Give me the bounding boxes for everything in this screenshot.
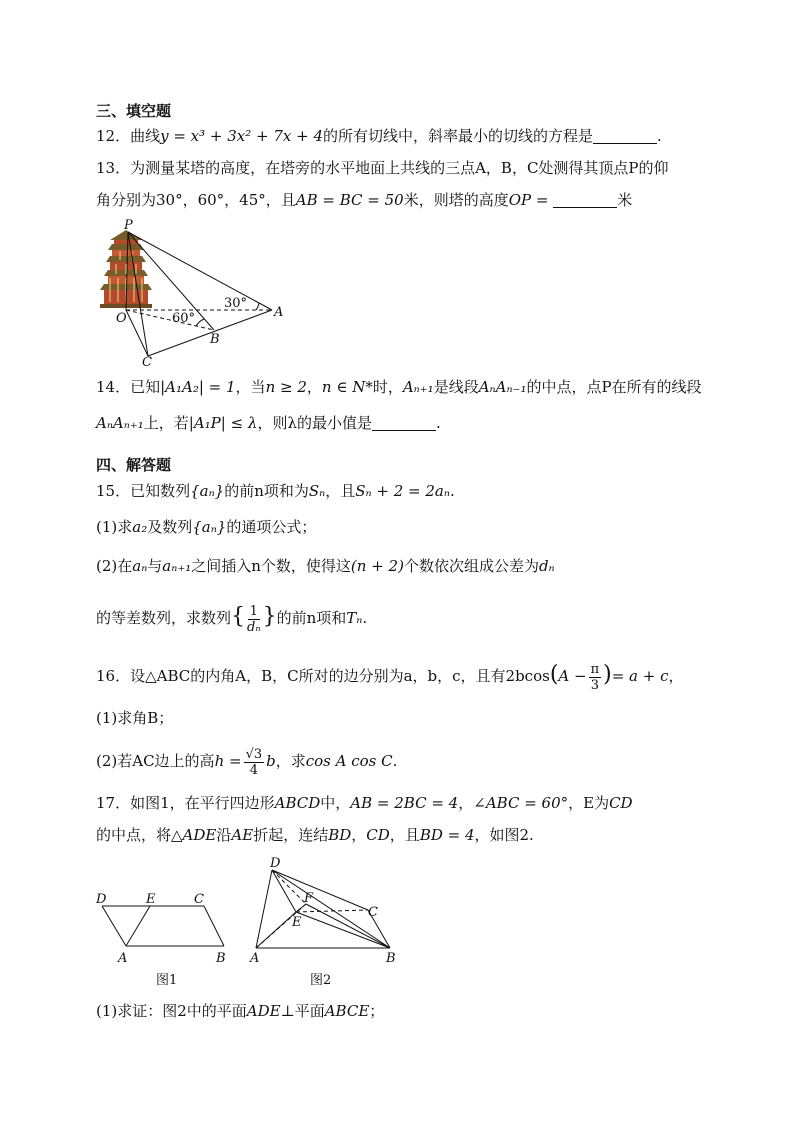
- fig1-label-D: D: [96, 892, 107, 907]
- fig13-label-P: P: [124, 218, 133, 233]
- q14-answer-blank: [372, 416, 436, 431]
- q12-tail: 的所有切线中，斜率最小的切线的方程是: [323, 127, 594, 145]
- question-13-line1: 13．为测量某塔的高度，在塔旁的水平地面上共线的三点A，B，C处测得其顶点P的仰: [96, 159, 669, 177]
- question-17-part1: (1)求证：图2中的平面ADE⊥平面ABCE；: [96, 1002, 385, 1020]
- q16-fraction-pi: $\frac{\pi}{3}$: [590, 661, 600, 693]
- question-17-line1: 17．如图1，在平行四边形ABCD中，AB = 2BC = 4，∠ABC = 60°，E为CD: [96, 794, 633, 812]
- fig13-angle-30: 30°: [224, 296, 248, 311]
- fig13-label-O: O: [116, 311, 127, 326]
- q12-equation: y = x³ + 3x² + 7x + 4: [160, 127, 324, 145]
- fig13-angle-60: 60°: [172, 311, 196, 326]
- figure-1-parallelogram: [92, 888, 242, 988]
- q13-answer-blank: [553, 193, 617, 208]
- question-15-part1: (1)求a₂及数列{aₙ}的通项公式；: [96, 518, 317, 536]
- q12-lead: 12．曲线: [96, 127, 161, 145]
- figure-tower-diagram: [96, 218, 286, 368]
- question-13-line2: 角分别为30°，60°，45°，且AB = BC = 50米，则塔的高度OP = 米: [96, 191, 633, 209]
- question-16-part2: (2)若AC边上的高h = $\frac{√3}{4}$ b，求cos A cos C.: [96, 746, 398, 778]
- question-15-part2-cont: 的等差数列，求数列{ $\frac{1}{\text{dₙ}}$ }的前n项和Tₙ.: [96, 603, 368, 635]
- q12-answer-blank: [593, 129, 657, 144]
- fig1-label-C: C: [194, 892, 204, 907]
- fig1-label-E: E: [146, 892, 156, 907]
- figure-2-folded-solid: [246, 852, 406, 992]
- fig2-label-D: D: [270, 856, 281, 871]
- fig1-caption: 图1: [156, 973, 178, 988]
- fig2-label-B: B: [386, 951, 396, 966]
- section-heading-fill-in: 三、填空题: [96, 102, 172, 120]
- q16-fraction-sqrt3: $\frac{√3}{4}$: [245, 746, 263, 778]
- question-17-line2: 的中点，将△ADE沿AE折起，连结BD，CD，且BD = 4，如图2.: [96, 826, 534, 844]
- fig13-label-B: B: [210, 332, 220, 347]
- question-15-line1: 15．已知数列{aₙ}的前n项和为Sₙ，且Sₙ + 2 = 2aₙ.: [96, 482, 455, 500]
- fig2-label-E: E: [292, 915, 302, 930]
- q15-fraction: $\frac{1}{\text{dₙ}}$: [247, 603, 261, 635]
- question-15-part2: (2)在aₙ与aₙ₊₁之间插入n个数，使得这(n + 2)个数依次组成公差为dₙ: [96, 557, 555, 575]
- question-14-line1: 14．已知|A₁A₂| = 1，当n ≥ 2，n ∈ N*时，Aₙ₊₁是线段AₙAₙ₋₁的中点，点P在所有的线段: [96, 378, 702, 396]
- fig2-label-A: A: [250, 951, 260, 966]
- question-16-line1: 16．设△ABC的内角A，B，C所对的边分别为a，b，c，且有2bcos(A − $\frac{\pi}{3}$ )= a + c，: [96, 661, 684, 693]
- question-12: 12．曲线y = x³ + 3x² + 7x + 4的所有切线中，斜率最小的切线的方程是 .: [96, 127, 662, 145]
- fig2-label-C: C: [368, 905, 378, 920]
- question-14-line2: AₙAₙ₊₁上，若|A₁P| ≤ λ，则λ的最小值是 .: [96, 414, 441, 432]
- question-16-part1: (1)求角B；: [96, 709, 174, 727]
- fig2-label-F: F: [304, 891, 314, 906]
- fig1-label-A: A: [118, 951, 128, 966]
- fig13-label-A: A: [274, 305, 284, 320]
- fig2-caption: 图2: [310, 973, 332, 988]
- section-heading-answer: 四、解答题: [96, 456, 172, 474]
- fig1-label-B: B: [216, 951, 226, 966]
- fig13-label-C: C: [142, 355, 152, 368]
